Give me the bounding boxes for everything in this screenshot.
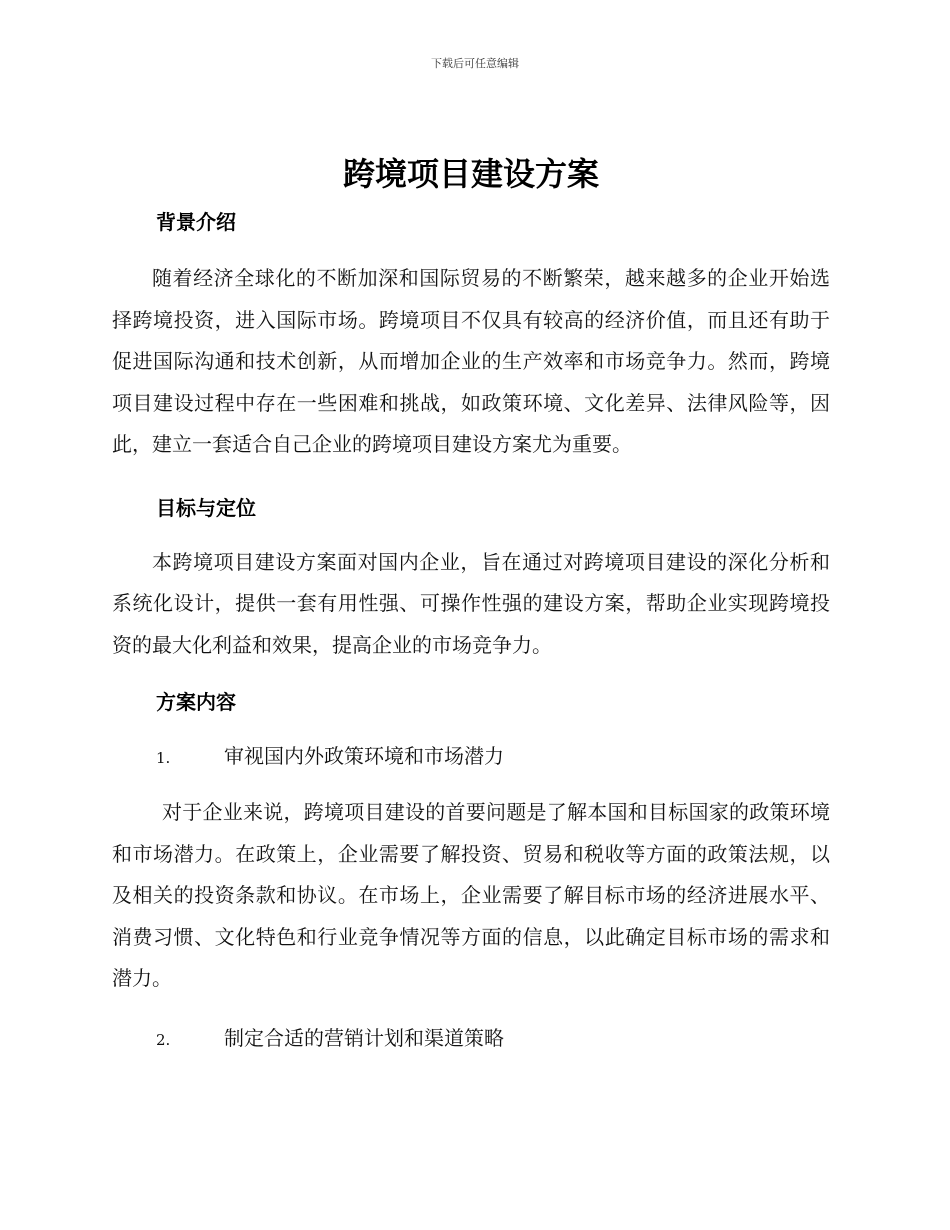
list-item-2 — [112, 1022, 830, 1056]
paragraph-goal: 本跨境项目建设方案面对国内企业，旨在通过对跨境项目建设的深化分析和系统化设计，提供一套有用性强、可操作性强的建设方案，帮助企业实现跨境投资的最大化利益和效果，提高企业的市场竞争力。 — [112, 549, 830, 657]
list-item-title: 制定合适的营销计划和渠道策略 — [224, 1025, 504, 1050]
list-item-number: 2. — [156, 1030, 171, 1049]
document-title: 跨境项目建设方案 — [342, 155, 599, 193]
list-item-number: 1. — [156, 749, 171, 767]
paragraph-background: 随着经济全球化的不断加深和国际贸易的不断繁荣，越来越多的企业开始选择跨境投资，进入国际市场。跨境项目不仅具有较高的经济价值，而且还有助于促进国际沟通和技术创新，从而增加企业的生产效率和市场竞争力。然而，跨境项目建设过程中存在一些困难和挑战，如政策环境、文化差异、法律风险等，因此，建立一套适合自己企业的跨境项目建设方案尤为重要。 — [112, 266, 830, 456]
section-heading-background: 背景介绍 — [156, 210, 236, 234]
document-body — [112, 146, 830, 1056]
list-item-1 — [112, 740, 830, 774]
list-item-title: 审视国内外政策环境和市场潜力 — [224, 744, 504, 768]
header-note: 下载后可任意编辑 — [431, 57, 519, 70]
paragraph-item-1: 对于企业来说，跨境项目建设的首要问题是了解本国和目标国家的政策环境和市场潜力。在政策上，企业需要了解投资、贸易和税收等方面的政策法规，以及相关的投资条款和协议。在市场上，企业需要了解目标市场的经济进展水平、消费习惯、文化特色和行业竞争情况等方面的信息，以此确定目标市场的需求和潜力。 — [112, 800, 830, 990]
section-heading-goal: 目标与定位 — [156, 495, 256, 520]
section-heading-plan: 方案内容 — [156, 690, 236, 714]
